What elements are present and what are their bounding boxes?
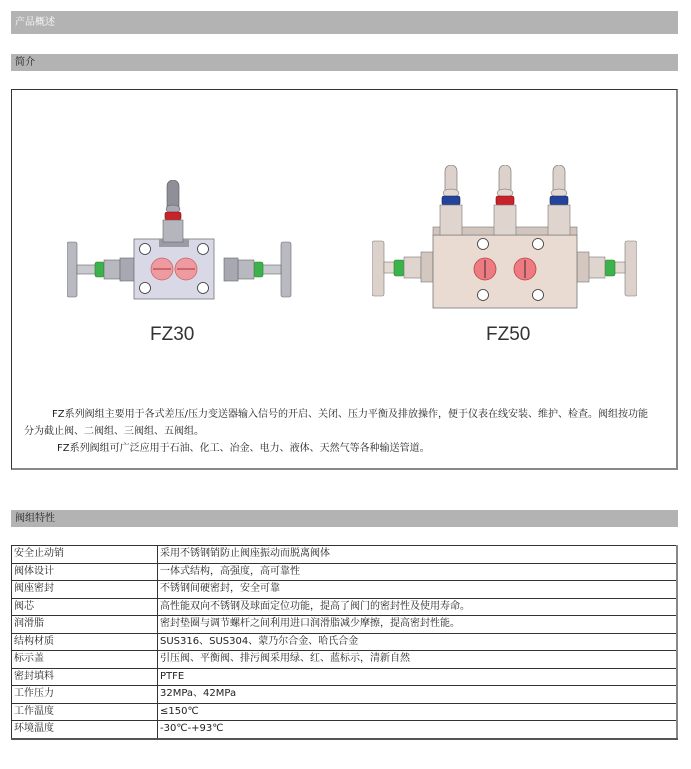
table-row: [12, 686, 678, 704]
intro-paragraph-1-line-2: 分为截止阀、二阀组、三阀组、五阀组。: [24, 426, 204, 437]
table-row: [12, 703, 678, 721]
intro-paragraph-1-line-1: FZ系列阀组主要用于各式差压/压力变送器输入信号的开启、关闭、压力平衡及排放操作，便于仪表在线安装、维护、检查。阀组按功能: [52, 409, 648, 420]
spec-key: 工作温度: [12, 703, 158, 721]
fz30-valve-image: [67, 180, 292, 310]
spec-key: 密封填料: [12, 668, 158, 686]
spec-value: 高性能双向不锈钢及球面定位功能，提高了阀门的密封性及使用寿命。: [158, 598, 678, 616]
spec-key: 阀体设计: [12, 563, 158, 581]
spec-value: 引压阀、平衡阀、排污阀采用绿、红、蓝标示，清新自然: [158, 651, 678, 669]
section-header-features: [11, 510, 678, 527]
table-row: [12, 668, 678, 686]
table-row: [12, 616, 678, 634]
table-row: [12, 546, 678, 564]
spec-table: [11, 545, 678, 740]
section-header-overview: [11, 11, 678, 34]
section-title: 产品概述: [15, 16, 55, 28]
spec-key: 标示盖: [12, 651, 158, 669]
table-row: [12, 651, 678, 669]
section-title: 简介: [15, 56, 35, 68]
fz30-label: FZ30: [150, 324, 195, 345]
spec-key: 安全止动销: [12, 546, 158, 564]
section-header-intro: [11, 54, 678, 71]
spec-value: 一体式结构，高强度，高可靠性: [158, 563, 678, 581]
spec-value: 密封垫圈与调节螺杆之间利用进口润滑脂减少摩擦，提高密封性能。: [158, 616, 678, 634]
spec-key: 阀芯: [12, 598, 158, 616]
table-row: [12, 721, 678, 739]
spec-value: SUS316、SUS304、蒙乃尔合金、哈氏合金: [158, 633, 678, 651]
table-row: [12, 563, 678, 581]
fz50-label: FZ50: [486, 324, 531, 345]
spec-key: 阀座密封: [12, 581, 158, 599]
table-row: [12, 633, 678, 651]
spec-value: 采用不锈钢销防止阀座振动而脱离阀体: [158, 546, 678, 564]
section-title: 阀组特性: [15, 512, 55, 524]
fz50-valve-image: [372, 165, 637, 310]
intro-box: [11, 89, 678, 470]
spec-value: ≤150℃: [158, 703, 678, 721]
spec-key: 工作压力: [12, 686, 158, 704]
intro-description: [24, 406, 674, 457]
spec-key: 环境温度: [12, 721, 158, 739]
spec-key: 润滑脂: [12, 616, 158, 634]
table-row: [12, 581, 678, 599]
spec-key: 结构材质: [12, 633, 158, 651]
spec-value: PTFE: [158, 668, 678, 686]
table-row: [12, 598, 678, 616]
spec-value: 32MPa、42MPa: [158, 686, 678, 704]
spec-value: -30℃-+93℃: [158, 721, 678, 739]
intro-paragraph-2: FZ系列阀组可广泛应用于石油、化工、冶金、电力、液体、天然气等各种输送管道。: [57, 443, 430, 454]
spec-value: 不锈钢间硬密封，安全可靠: [158, 581, 678, 599]
